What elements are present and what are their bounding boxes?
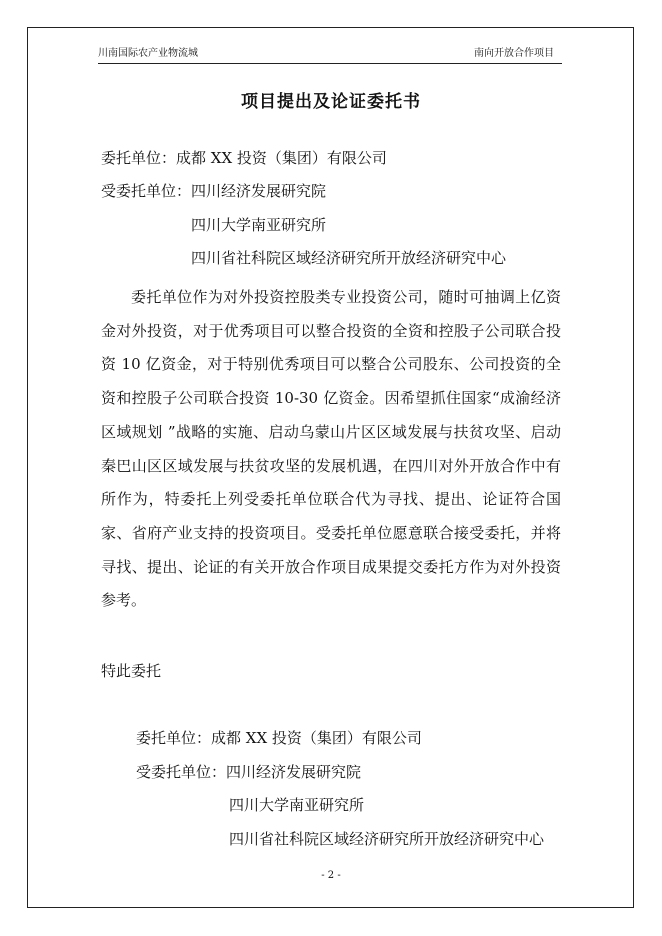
signature-client-label: 委托单位： — [136, 729, 212, 747]
page-number: - 2 - — [321, 870, 341, 881]
signature-commissioned-unit-3: 四川省社科院区域经济研究所开放经济研究中心 — [229, 830, 545, 848]
signature-client-name: 成都 XX 投资（集团）有限公司 — [211, 729, 422, 747]
client-name: 成都 XX 投资（集团）有限公司 — [176, 149, 387, 167]
signature-commissioned-unit-2: 四川大学南亚研究所 — [229, 796, 365, 814]
commissioned-unit-2: 四川大学南亚研究所 — [191, 216, 327, 234]
page-header — [98, 46, 562, 64]
signature-client-line — [136, 728, 422, 748]
document-title: 项目提出及论证委托书 — [241, 92, 421, 112]
signature-commissioned-line — [136, 762, 361, 782]
commissioned-label: 受委托单位： — [101, 182, 192, 200]
commissioned-line — [101, 181, 326, 201]
body-paragraph: 委托单位作为对外投资控股类专业投资公司，随时可抽调上亿资金对外投资，对于优秀项目可以整合投资的全资和控股子公司联合投资 10 亿资金，对于特别优秀项目可以整合公司股东、公司投资的全资和控股子公司联合投资 10-30 亿资金。因希望抓住国家“成渝经济区域规划 ”战略的实施、启动乌蒙山片区区域发展与扶贫攻坚、启动秦巴山区区域发展与扶贫攻坚的发展机遇，在四川对外开放合作中有所作为，特委托上列受委托单位联合代为寻找、提出、论证符合国家、省府产业支持的投资项目。受委托单位愿意联合接受委托，并将寻找、提出、论证的有关开放合作项目成果提交委托方作为对外投资参考。 — [101, 288, 561, 610]
signature-commissioned-unit-1: 四川经济发展研究院 — [226, 763, 362, 781]
closing-text: 特此委托 — [101, 662, 162, 680]
header-left-text: 川南国际农产业物流城 — [98, 48, 198, 59]
commissioned-unit-1: 四川经济发展研究院 — [191, 182, 327, 200]
commissioned-unit-3: 四川省社科院区域经济研究所开放经济研究中心 — [191, 249, 507, 267]
signature-commissioned-label: 受委托单位： — [136, 763, 227, 781]
client-line — [101, 148, 387, 168]
client-label: 委托单位： — [101, 149, 177, 167]
header-right-text: 南向开放合作项目 — [474, 48, 554, 59]
